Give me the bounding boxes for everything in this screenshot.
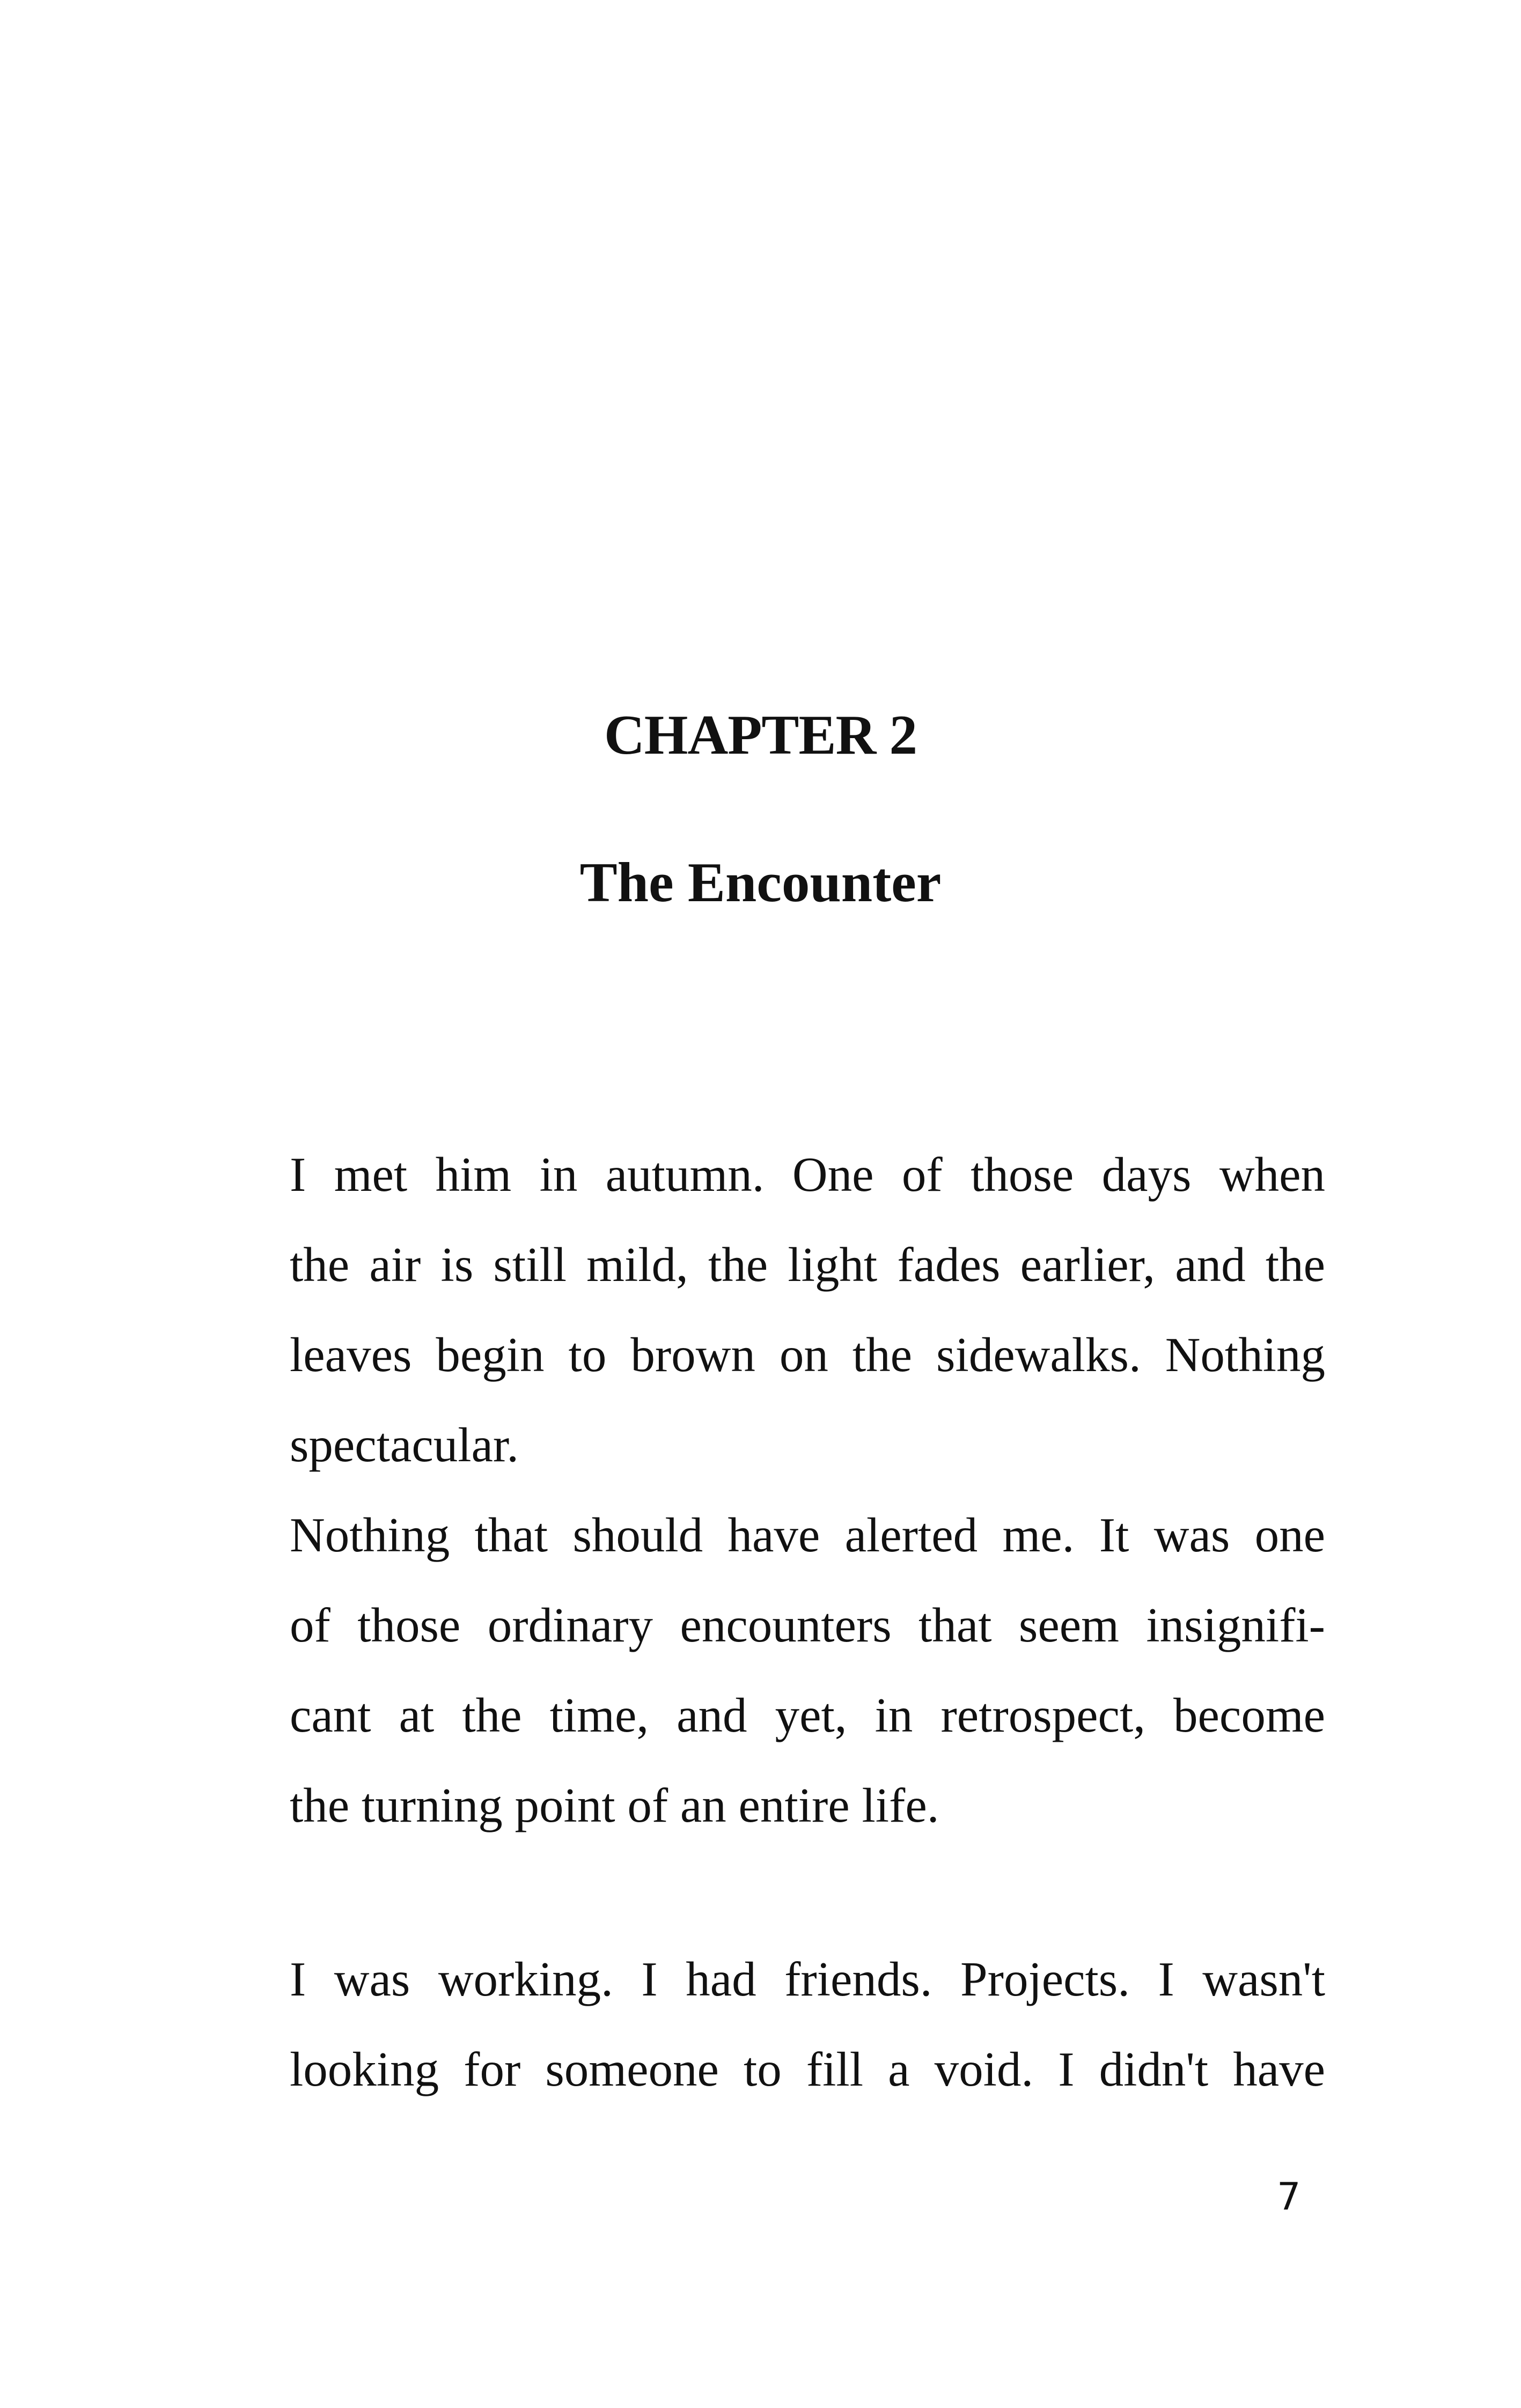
paragraph-2 [290,1934,1325,2115]
text-line: the air is still mild, the light fades earlier, and the [290,1238,1325,1292]
text-line: Nothing that should have alerted me. It was one [290,1508,1325,1562]
chapter-number: CHAPTER 2 [604,703,917,766]
text-line: I was working. I had friends. Projects. I wasn't [290,1952,1325,2006]
text-line: cant at the time, and yet, in retrospect, become [290,1688,1325,1742]
text-line: leaves begin to brown on the sidewalks. Nothing [290,1328,1325,1382]
page-number: 7 [1277,2175,1301,2219]
text-line: looking for someone to fill a void. I didn't have [290,2042,1325,2096]
text-line: I met him in autumn. One of those days when [290,1147,1325,1202]
chapter-title: The Encounter [579,851,942,914]
text-line: the turning point of an entire life. [290,1778,939,1832]
text-line: spectacular. [290,1418,519,1472]
paragraph-1 [290,1130,1325,1851]
text-line: of those ordinary encounters that seem insignifi- [290,1598,1325,1652]
